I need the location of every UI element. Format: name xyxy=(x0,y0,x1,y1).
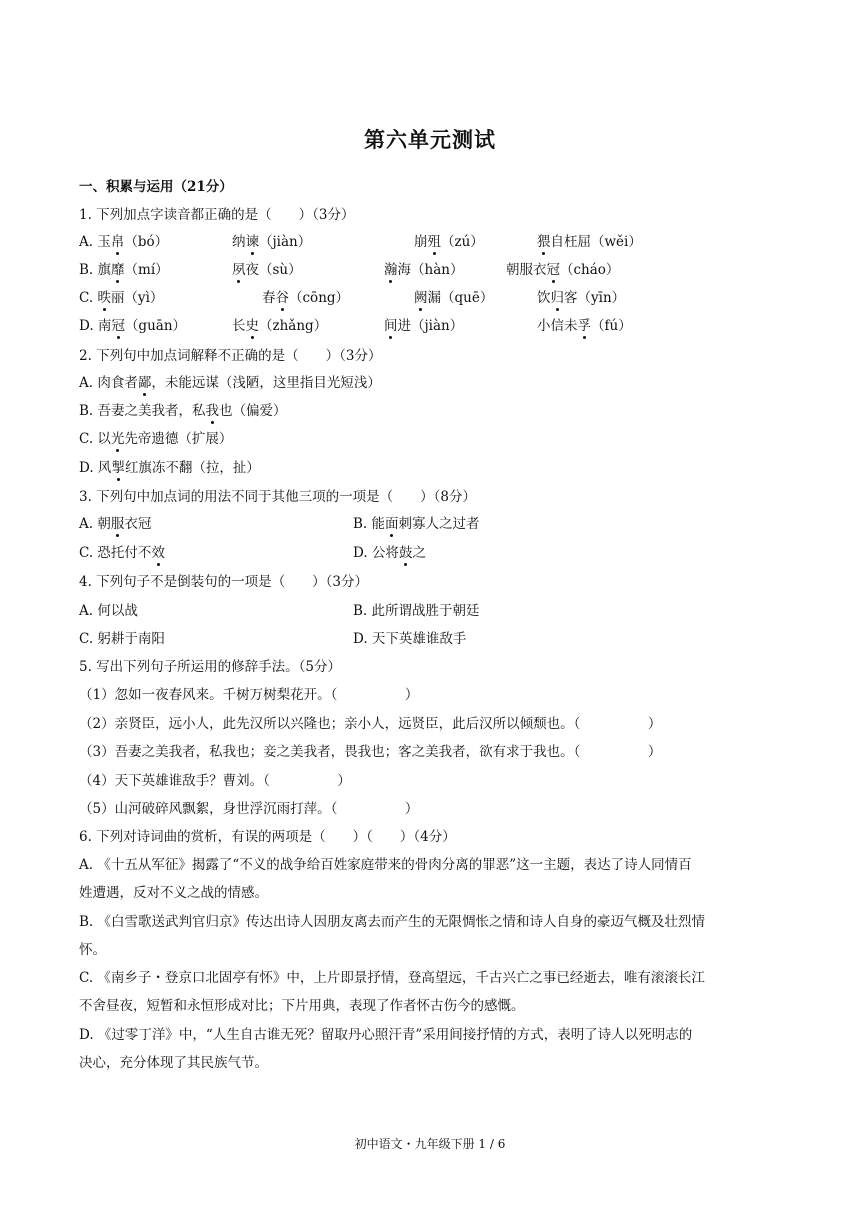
q1-option-c3: 阙漏（quē） xyxy=(414,290,494,306)
page-footer: 初中语文・九年级下册 1 / 6 xyxy=(354,1137,506,1151)
q1-option-d2: 长史（zhǎng） xyxy=(232,318,328,334)
q1-option-d3: 间进（jiàn） xyxy=(384,318,464,334)
question-6-stem: 6. 下列对诗词曲的赏析，有误的两项是（ ）（ ）（4分） xyxy=(79,829,456,845)
q1-option-a4: 猥自枉屈（wěi） xyxy=(537,234,642,250)
question-4-stem: 4. 下列句子不是倒装句的一项是（ ）（3分） xyxy=(79,574,369,590)
page-title: 第六单元测试 xyxy=(364,127,496,152)
q6-option-d-line1: D. 《过零丁洋》中，“人生自古谁无死？留取丹心照汗青”采用间接抒情的方式，表明了诗人以死明志的 xyxy=(79,1027,693,1043)
q6-option-c-line1: C. 《南乡子・登京口北固亭有怀》中，上片即景抒情，登高望远，千古兴亡之事已经逝去，唯有滚滚长江 xyxy=(79,970,705,986)
q1-option-a2: 纳谏（jiàn） xyxy=(232,234,312,250)
q6-option-b-line2: 怀。 xyxy=(79,942,106,958)
q1-option-a3: 崩殂（zú） xyxy=(414,234,484,250)
q5-item-1: （1）忽如一夜春风来。千树万树梨花开。（ ） xyxy=(79,687,419,703)
q1-option-c2: 春谷（cōng） xyxy=(262,290,350,306)
q1-option-a1: A. 玉帛（bó） xyxy=(79,234,169,250)
q2-option-a: A. 肉食者鄙，未能远谋（浅陋，这里指目光短浅） xyxy=(79,375,381,391)
q1-option-c1: C. 昳丽（yì） xyxy=(79,290,164,306)
q1-option-d1: D. 南冠（guān） xyxy=(79,318,187,334)
section-heading: 一、积累与运用（21分） xyxy=(79,179,233,195)
q5-item-3: （3）吾妻之美我者，私我也；妾之美我者，畏我也；客之美我者，欲有求于我也。（ ） xyxy=(79,744,662,760)
q1-option-b1: B. 旗靡（mí） xyxy=(79,262,169,278)
q3-option-a: A. 朝服衣冠 xyxy=(79,516,152,532)
q3-option-c: C. 恐托付不效 xyxy=(79,545,165,561)
q1-option-b4: 朝服衣冠（cháo） xyxy=(506,262,620,278)
question-1-stem: 1. 下列加点字读音都正确的是（ ）（3分） xyxy=(79,207,355,223)
q3-option-b: B. 能面刺寡人之过者 xyxy=(353,516,480,532)
q5-item-5: （5）山河破碎风飘絮，身世浮沉雨打萍。（ ） xyxy=(79,801,419,817)
question-5-stem: 5. 写出下列句子所运用的修辞手法。（5分） xyxy=(79,659,342,675)
q1-option-d4: 小信未孚（fú） xyxy=(537,318,632,334)
q6-option-c-line2: 不舍昼夜，短暂和永恒形成对比；下片用典，表现了作者怀古伤今的感慨。 xyxy=(79,998,525,1014)
question-2-stem: 2. 下列句中加点词解释不正确的是（ ）（3分） xyxy=(79,348,382,364)
q6-option-a-line1: A. 《十五从军征》揭露了“不义的战争给百姓家庭带来的骨肉分离的罪恶”这一主题，表达了诗人同情百 xyxy=(79,857,692,873)
q4-option-a: A. 何以战 xyxy=(79,603,138,619)
q4-option-b: B. 此所谓战胜于朝廷 xyxy=(353,603,480,619)
q1-option-b3: 瀚海（hàn） xyxy=(384,262,464,278)
q2-option-c: C. 以光先帝遗德（扩展） xyxy=(79,431,233,447)
q6-option-d-line2: 决心，充分体现了其民族气节。 xyxy=(79,1055,268,1071)
q6-option-a-line2: 姓遭遇，反对不义之战的情感。 xyxy=(79,885,268,901)
q4-option-d: D. 天下英雄谁敌手 xyxy=(353,631,467,647)
q1-option-b2: 夙夜（sù） xyxy=(232,262,302,278)
q5-item-4: （4）天下英雄谁敌手？曹刘。（ ） xyxy=(79,773,351,789)
q2-option-d: D. 风掣红旗冻不翻（拉，扯） xyxy=(79,460,260,476)
q6-option-b-line1: B. 《白雪歌送武判官归京》传达出诗人因朋友离去而产生的无限惆怅之情和诗人自身的豪迈气概及壮烈情 xyxy=(79,914,706,930)
q1-option-c4: 饮归客（yīn） xyxy=(537,290,626,306)
q3-option-d: D. 公将鼓之 xyxy=(353,545,426,561)
question-3-stem: 3. 下列句中加点词的用法不同于其他三项的一项是（ ）（8分） xyxy=(79,489,477,505)
q2-option-b: B. 吾妻之美我者，私我也（偏爱） xyxy=(79,403,287,419)
q5-item-2: （2）亲贤臣，远小人，此先汉所以兴隆也；亲小人，远贤臣，此后汉所以倾颓也。（ ） xyxy=(79,716,662,732)
q4-option-c: C. 躬耕于南阳 xyxy=(79,631,165,647)
